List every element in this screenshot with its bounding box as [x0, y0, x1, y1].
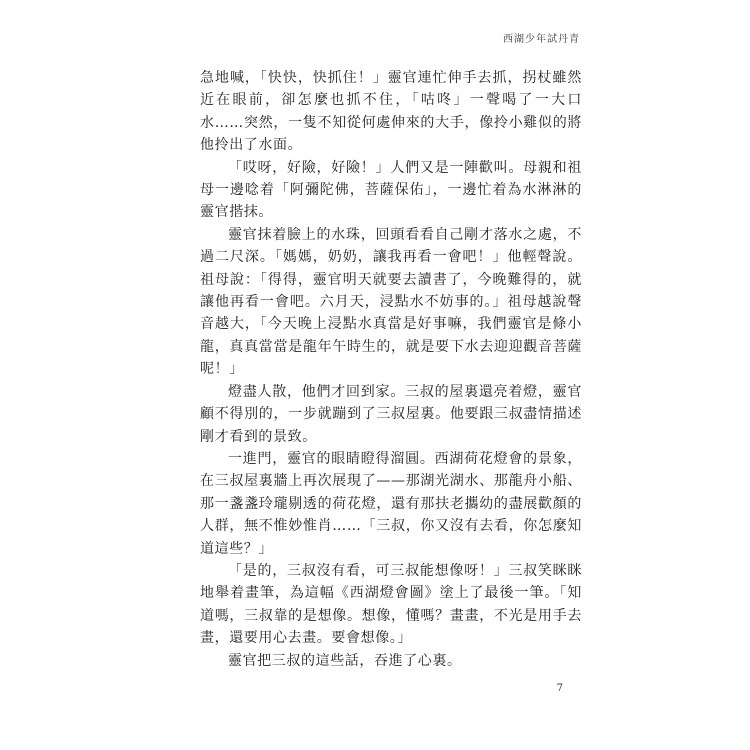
running-header: 西湖少年試丹青: [503, 34, 580, 45]
page-number: 7: [556, 683, 563, 694]
paragraph: 「是的，三叔沒有看，可三叔能想像呀！」三叔笑眯眯地舉着畫筆，為這幅《西湖燈會圖》塗上了最後一筆。「知道嗎，三叔靠的是想像。想像，懂嗎？畫畫，不光是用手去畫，還要用心去畫。要會想像。」: [200, 562, 582, 647]
paragraph: 靈官把三叔的這些話，吞進了心裏。: [228, 652, 462, 669]
body-text: [200, 67, 582, 672]
paragraph: 急地喊，「快快，快抓住！」靈官連忙伸手去抓，拐杖雖然近在眼前，卻怎麼也抓不住，「咕咚」一聲喝了一大口水……突然，一隻不知從何處伸來的大手，像拎小雞似的將他拎出了水面。: [200, 70, 582, 154]
paragraph: 「哎呀，好險，好險！」人們又是一陣歡叫。母親和祖母一邊唸着「阿彌陀佛，菩薩保佑」，一邊忙着為水淋淋的靈官揩抹。: [200, 159, 582, 221]
paragraph: 靈官抹着臉上的水珠，回頭看看自己剛才落水之處，不過二尺深。「媽媽，奶奶，讓我再看一會吧！」他輕聲說。祖母說：「得得，靈官明天就要去讀書了，今晚難得的，就讓他再看一會吧。六月天，浸點水不妨事的。」祖母越說聲音越大，「今天晚上浸點水真當是好事嘛，我們靈官是條小龍，真真當當是龍年午時生的，就是要下水去迎迎觀音菩薩呢！」: [200, 226, 582, 378]
paragraph: 一進門，靈官的眼睛瞪得溜圓。西湖荷花燈會的景象，在三叔屋裏牆上再次展現了——那湖光湖水、那龍舟小船、那一盞盞玲瓏剔透的荷花燈，還有那扶老攜幼的盡展歡顏的人群，無不惟妙惟肖……「三叔，你又沒有去看，你怎麼知道這些？」: [200, 450, 582, 557]
paragraph: 燈盡人散，他們才回到家。三叔的屋裏還亮着燈，靈官顧不得別的，一步就蹦到了三叔屋裏。他要跟三叔盡情描述剛才看到的景致。: [200, 383, 582, 445]
